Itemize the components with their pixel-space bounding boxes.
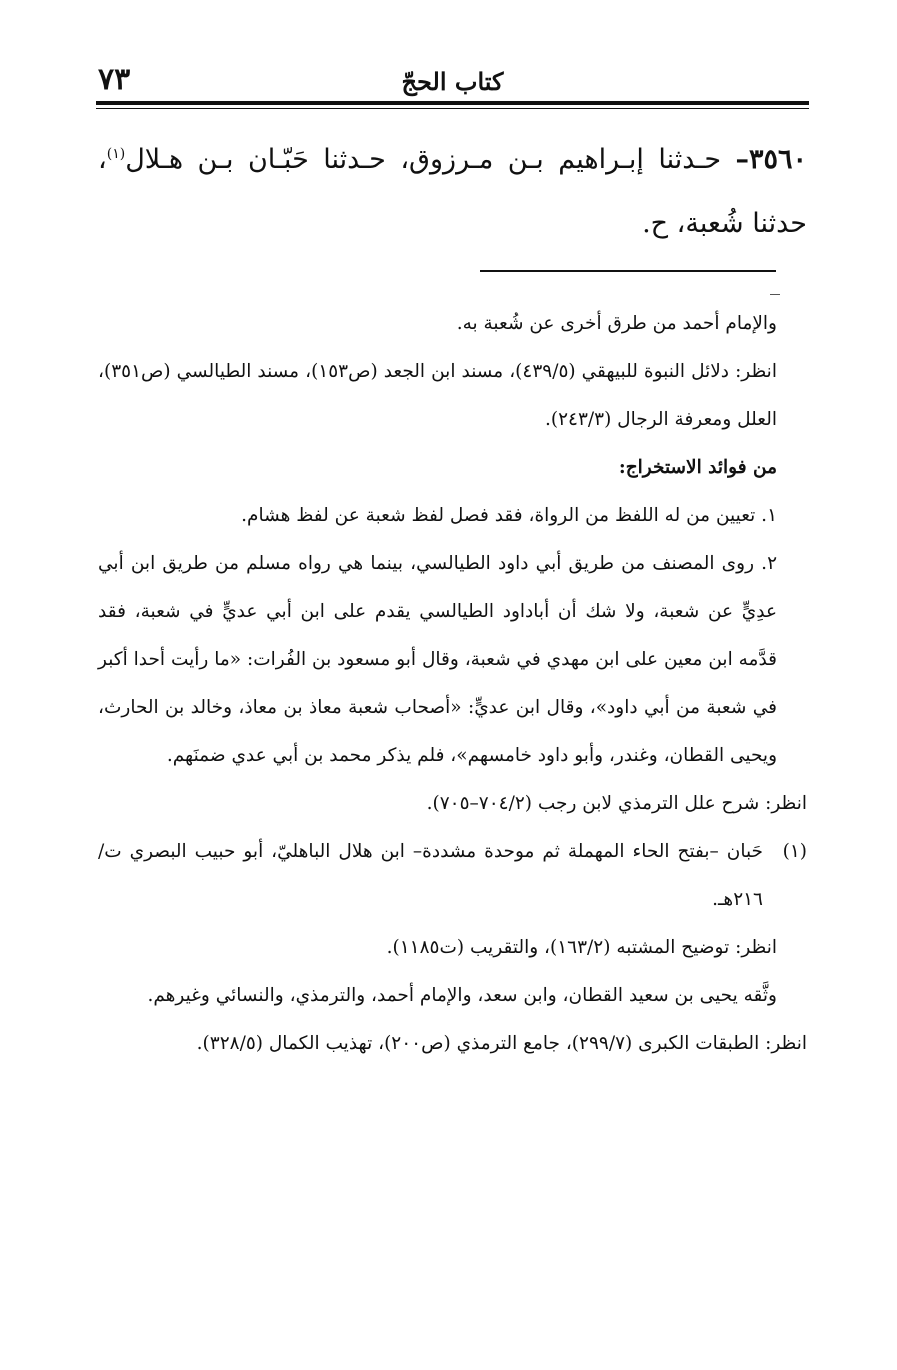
hadith-text — [98, 128, 807, 256]
note-continuation: والإمام أحمد من طرق أخرى عن شُعبة به. — [456, 313, 777, 334]
note-see-references-3: انظر: توضيح المشتبه (١٦٣/٢)، والتقريب (ت١١٨٥). — [386, 937, 777, 958]
page-header — [98, 58, 807, 104]
hadith-number: ٣٥٦٠– — [735, 144, 807, 175]
footnote-separator — [480, 270, 776, 272]
page-number: ٧٣ — [98, 62, 131, 97]
footnote-1-text: حَبان –بفتح الحاء المهملة ثم موحدة مشددة– ابن هلال الباهليّ، أبو حبيب البصري ت/٢١٦هـ. — [98, 841, 763, 910]
header-rule-thin — [96, 108, 809, 109]
book-title: كتاب الحجّ — [401, 66, 504, 96]
footnote-1 — [98, 828, 807, 924]
continuation-dash — [770, 294, 780, 295]
note-see-references-4: انظر: الطبقات الكبرى (٢٩٩/٧)، جامع الترمذي (ص٢٠٠)، تهذيب الكمال (٣٢٨/٥). — [196, 1033, 807, 1054]
footnotes — [98, 300, 807, 1068]
note-see-references-1: انظر: دلائل النبوة للبيهقي (٤٣٩/٥)، مسند ابن الجعد (ص١٥٣)، مسند الطيالسي (ص٣٥١)، العلل ومعرفة الرجال (٢٤٣/٣). — [98, 361, 777, 430]
benefit-item-2: ٢. روى المصنف من طريق أبي داود الطيالسي، بينما هي رواه مسلم من طريق ابن أبي عدِيٍّ عن شعبة، ولا شك أن أباداود الطيالسي يقدم على ابن أبي عديٍّ في شعبة، فقد قدَّمه ابن معين على ابن مهدي في شعبة، وقال أبو مسعود بن الفُرات: «ما رأيت أحدا أكبر في شعبة من أبي داود»، وقال ابن عديٍّ: «أصحاب شعبة معاذ بن معاذ، وخالد بن الحارث، ويحيى القطان، وغندر، وأبو داود خامسهم»، فلم يذكر محمد بن أبي عدي ضمنَهم. — [98, 553, 777, 766]
footnote-1-mark: (١) — [782, 841, 807, 862]
header-rule-thick — [96, 101, 809, 105]
note-see-references-2: انظر: شرح علل الترمذي لابن رجب (٧٠٤/٢–٧٠٥). — [426, 793, 807, 814]
note-trustworthiness: وثَّقه يحيى بن سعيد القطان، وابن سعد، والإمام أحمد، والترمذي، والنسائي وغيرهم. — [147, 985, 777, 1006]
benefit-item-1: ١. تعيين من له اللفظ من الرواة، فقد فصل لفظ شعبة عن لفظ هشام. — [241, 505, 777, 526]
benefits-heading: من فوائد الاستخراج: — [618, 457, 777, 478]
hadith-text-part1: حـدثنا إبـراهيم بـن مـرزوق، حـدثنا حَبّـان بـن هـلال — [125, 144, 736, 175]
hadith-text-part2: ، حدثنا شُعبة، ح. — [98, 144, 807, 239]
footnote-reference[interactable]: (١) — [106, 146, 126, 162]
